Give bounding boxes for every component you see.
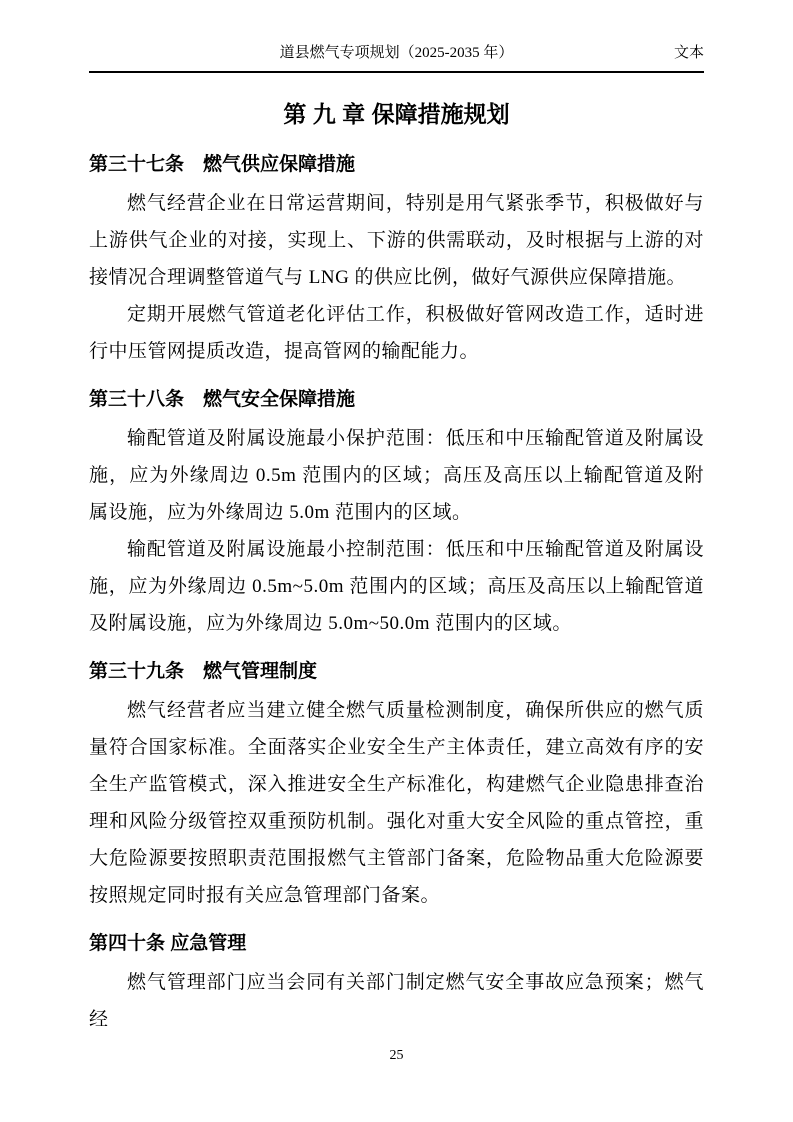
document-content bbox=[89, 99, 704, 1038]
paragraph: 燃气经营者应当建立健全燃气质量检测制度，确保所供应的燃气质量符合国家标准。全面落实企业安全生产主体责任，建立高效有序的安全生产监管模式，深入推进安全生产标准化，构建燃气企业隐患排查治理和风险分级管控双重预防机制。强化对重大安全风险的重点管控，重大危险源要按照职责范围报燃气主管部门备案，危险物品重大危险源要按照规定同时报有关应急管理部门备案。 bbox=[89, 700, 704, 906]
paragraph: 输配管道及附属设施最小控制范围：低压和中压输配管道及附属设施，应为外缘周边 0.5m~5.0m 范围内的区域；高压及高压以上输配管道及附属设施，应为外缘周边 5.0m~50.0m 范围内的区域。 bbox=[89, 539, 704, 634]
header-title: 道县燃气专项规划（2025-2035 年） bbox=[279, 45, 514, 61]
page-header bbox=[89, 0, 704, 73]
paragraph: 定期开展燃气管道老化评估工作，积极做好管网改造工作，适时进行中压管网提质改造，提高管网的输配能力。 bbox=[89, 304, 704, 362]
paragraph: 燃气经营企业在日常运营期间，特别是用气紧张季节，积极做好与上游供气企业的对接，实现上、下游的供需联动，及时根据与上游的对接情况合理调整管道气与 LNG 的供应比例，做好气源供应保障措施。 bbox=[89, 193, 704, 288]
section-heading-article-40: 第四十条 应急管理 bbox=[89, 933, 247, 954]
paragraph: 输配管道及附属设施最小保护范围：低压和中压输配管道及附属设施，应为外缘周边 0.5m 范围内的区域；高压及高压以上输配管道及附属设施，应为外缘周边 5.0m 范围内的区域。 bbox=[89, 428, 704, 523]
header-doc-type: 文本 bbox=[673, 45, 704, 61]
section-heading-article-39: 第三十九条 燃气管理制度 bbox=[89, 661, 318, 682]
section-heading-article-38: 第三十八条 燃气安全保障措施 bbox=[89, 389, 356, 410]
chapter-title: 第 九 章 保障措施规划 bbox=[283, 101, 510, 127]
page-footer bbox=[0, 1048, 793, 1064]
paragraph: 燃气管理部门应当会同有关部门制定燃气安全事故应急预案；燃气经 bbox=[89, 972, 704, 1030]
section-heading-article-37: 第三十七条 燃气供应保障措施 bbox=[89, 154, 356, 175]
page-number: 25 bbox=[389, 1048, 404, 1063]
